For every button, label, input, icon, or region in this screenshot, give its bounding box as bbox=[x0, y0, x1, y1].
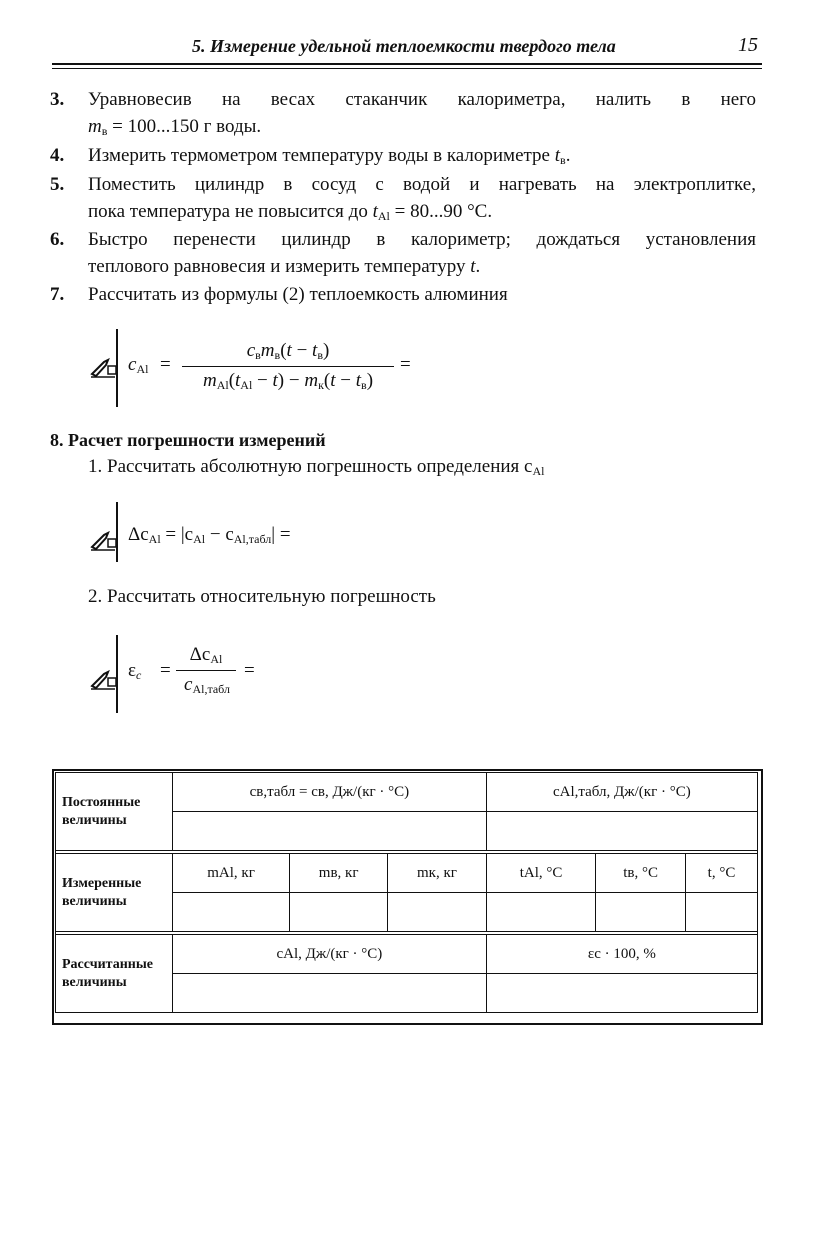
empty-cell[interactable] bbox=[388, 893, 487, 932]
formula1-numerator: $c_вm_в(t - t_в)$ bbox=[246, 340, 330, 362]
header-rule-thin bbox=[52, 68, 762, 69]
var-sub: Al,табл bbox=[233, 532, 272, 546]
step-text bbox=[88, 142, 756, 174]
step-number: 6. bbox=[50, 229, 65, 250]
formula1-lhs bbox=[128, 354, 148, 377]
empty-cell[interactable] bbox=[290, 893, 388, 932]
formula-part: − c bbox=[205, 524, 234, 545]
formula-part: ε bbox=[128, 660, 136, 681]
var-sub: Al bbox=[193, 532, 206, 546]
step-body: Измерить термометром температуру воды в калориметре bbox=[88, 145, 555, 166]
step-text: Поместить цилиндр в сосуд с водой и нагревать на электроплитке, bbox=[88, 174, 756, 195]
step-text: Рассчитать из формулы (2) теплоемкость алюминия bbox=[88, 284, 508, 305]
empty-cell[interactable] bbox=[173, 893, 290, 932]
step-number: 3. bbox=[50, 89, 65, 110]
var-sub: в bbox=[560, 153, 566, 167]
results-table bbox=[55, 772, 758, 1013]
formula-part: = |c bbox=[160, 524, 194, 545]
formula3-lhs bbox=[128, 660, 141, 683]
step-tail: . bbox=[475, 256, 481, 277]
section8-item2: 2. Рассчитать относительную погрешность bbox=[88, 586, 436, 607]
row-label: Рассчитанные величины bbox=[56, 935, 173, 1013]
formula3-eq: = bbox=[160, 660, 171, 681]
formula-bar bbox=[116, 329, 118, 407]
column-header: mAl, кг bbox=[173, 854, 290, 893]
formula-part: Δc bbox=[189, 644, 211, 665]
empty-cell[interactable] bbox=[173, 974, 487, 1013]
formula-bar bbox=[116, 502, 118, 562]
writing-hand-icon bbox=[90, 529, 118, 556]
step-number: 7. bbox=[50, 284, 65, 305]
var: t bbox=[372, 201, 378, 222]
column-header: mв, кг bbox=[290, 854, 388, 893]
formula2 bbox=[128, 524, 291, 547]
step-text: Быстро перенести цилиндр в калориметр; дождаться установления bbox=[88, 229, 756, 250]
var-sub: Al bbox=[532, 464, 545, 478]
formula1-denominator: $m_{Al}(t_{Al} - t) - m_к(t - t_в)$ bbox=[202, 370, 374, 392]
step-body: теплового равновесия и измерить температуру bbox=[88, 256, 471, 277]
var: t bbox=[554, 145, 561, 166]
empty-cell[interactable] bbox=[486, 974, 757, 1013]
formula3-tail: = bbox=[244, 660, 255, 681]
var: c bbox=[128, 354, 137, 375]
formula1-eq: = bbox=[160, 354, 171, 375]
formula-bar bbox=[116, 635, 118, 713]
header-rule bbox=[52, 63, 762, 65]
step-tail: . bbox=[565, 145, 571, 166]
fraction-line bbox=[182, 366, 394, 367]
step-number: 4. bbox=[50, 145, 65, 166]
step-rest: = 100...150 г воды. bbox=[107, 116, 262, 137]
column-header: t, °С bbox=[686, 854, 758, 893]
empty-cell[interactable] bbox=[486, 893, 596, 932]
var-sub: Al,табл bbox=[192, 682, 230, 696]
step-5 bbox=[50, 171, 760, 227]
formula1-tail: = bbox=[400, 354, 411, 375]
step-text-line2 bbox=[88, 113, 756, 145]
step-number: 5. bbox=[50, 174, 65, 195]
row-label: Постоянные величины bbox=[56, 773, 173, 851]
writing-hand-icon bbox=[90, 356, 118, 383]
step-4 bbox=[50, 142, 760, 170]
var-sub: Al bbox=[136, 362, 149, 376]
column-header: cAl,табл, Дж/(кг · °С) bbox=[486, 773, 757, 812]
writing-hand-icon bbox=[90, 668, 118, 695]
table-row bbox=[56, 854, 758, 893]
column-header: cв,табл = cв, Дж/(кг · °С) bbox=[173, 773, 487, 812]
empty-cell[interactable] bbox=[596, 893, 686, 932]
formula-part: | = bbox=[271, 524, 291, 545]
step-text-line2 bbox=[88, 253, 756, 280]
step-rest: = 80...90 °С. bbox=[389, 201, 493, 222]
empty-cell[interactable] bbox=[486, 812, 757, 851]
step-3 bbox=[50, 86, 760, 142]
column-header: tAl, °С bbox=[486, 854, 596, 893]
table-row bbox=[56, 773, 758, 812]
empty-cell[interactable] bbox=[686, 893, 758, 932]
writing-hand-glyph bbox=[90, 668, 118, 690]
section8-item1 bbox=[88, 456, 544, 479]
step-text: Уравновесив на весах стаканчик калориметра, налить в него bbox=[88, 89, 756, 110]
item-text: 1. Рассчитать абсолютную погрешность определения c bbox=[88, 456, 533, 477]
var-sub: в bbox=[101, 124, 108, 138]
column-header: mк, кг bbox=[388, 854, 487, 893]
var: t bbox=[470, 256, 476, 277]
row-label: Измеренные величины bbox=[56, 854, 173, 932]
var: m bbox=[88, 116, 102, 137]
column-header: cAl, Дж/(кг · °С) bbox=[173, 935, 487, 974]
running-header-title: 5. Измерение удельной теплоемкости твердого тела bbox=[192, 36, 616, 56]
column-header: tв, °С bbox=[596, 854, 686, 893]
writing-hand-glyph bbox=[90, 529, 118, 551]
var-sub: Al bbox=[210, 652, 223, 666]
column-header: εc · 100, % bbox=[486, 935, 757, 974]
table-row bbox=[56, 935, 758, 974]
page-number: 15 bbox=[738, 34, 758, 56]
formula-part: Δc bbox=[128, 524, 149, 545]
formula-part: c bbox=[184, 674, 193, 695]
step-7 bbox=[50, 281, 760, 309]
var-sub: Al bbox=[148, 532, 161, 546]
formula3-numerator bbox=[176, 644, 236, 667]
step-body: пока температура не повысится до bbox=[88, 201, 373, 222]
fraction-line bbox=[176, 670, 236, 671]
empty-cell[interactable] bbox=[173, 812, 487, 851]
step-6 bbox=[50, 226, 760, 282]
var-sub: Al bbox=[377, 209, 390, 223]
var-sub: c bbox=[135, 668, 142, 682]
formula3-denominator bbox=[172, 674, 242, 697]
section-title: 8. Расчет погрешности измерений bbox=[50, 430, 326, 450]
writing-hand-glyph bbox=[90, 356, 118, 378]
